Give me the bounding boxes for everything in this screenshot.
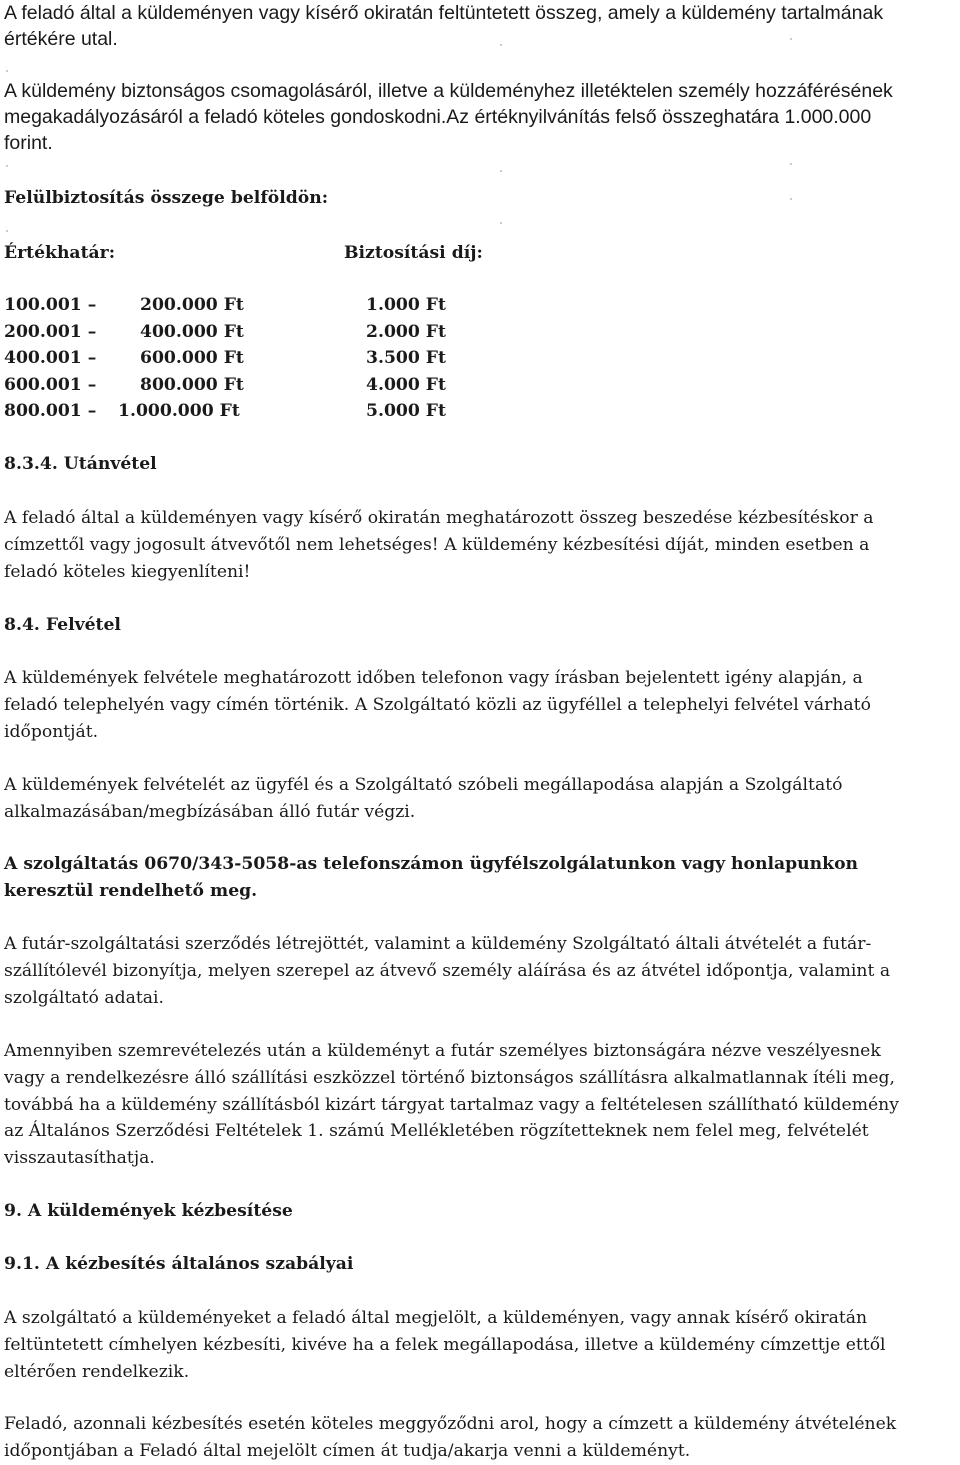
scan-speck	[6, 70, 8, 72]
col-header-insurance-fee: Biztosítási díj:	[344, 243, 483, 263]
table-row	[4, 345, 604, 372]
scan-speck	[500, 222, 502, 224]
fee: 3.500 Ft	[366, 348, 446, 368]
paragraph-cod: A feladó által a küldeményen vagy kísérő okiratán meghatározott összeg beszedése kézbesítéskor a címzettől vagy jogosult átvevőtől nem lehetséges! A küldemény kézbesítési díját, minden esetben a feladó köteles kiegyenlíteni!	[4, 508, 874, 582]
range-from: 200.001 –	[4, 321, 97, 342]
range-to: 600.000 Ft	[140, 348, 244, 368]
table-row	[4, 292, 604, 319]
paragraph-pickup-2: A küldemények felvételét az ügyfél és a Szolgáltató szóbeli megállapodása alapján a Szolgáltató alkalmazásában/megbízásában álló futár végzi.	[4, 775, 843, 822]
range-from: 100.001 –	[4, 295, 97, 315]
insurance-table	[4, 292, 604, 425]
scan-speck	[500, 44, 502, 46]
table-row	[4, 372, 604, 399]
fee: 2.000 Ft	[366, 321, 446, 342]
paragraph-declared-value: A feladó által a küldeményen vagy kísérő okiratán feltüntetett összeg, amely a küldemény tartalmának értékére utal.	[4, 2, 884, 50]
range-to: 1.000.000 Ft	[118, 401, 240, 421]
table-row	[4, 319, 604, 346]
range-to: 200.000 Ft	[140, 295, 244, 315]
table-title: Felülbiztosítás összege belföldön:	[4, 188, 329, 208]
paragraph-refusal: Amennyiben szemrevételezés után a küldeményt a futár személyes biztonságára nézve veszélyesnek vagy a rendelkezésre álló szállítási eszközzel történő biztonságos szállításra alkalmatlannak ítéli meg, továbbá ha a küldemény szállításból kizárt tárgyat tartalmaz vagy a feltételesen szállítható küldemény az Általános Szerződési Feltételek 1. számú Mellékletében rögzítetteknek nem felel meg, felvételét visszautasíthatja.	[4, 1041, 899, 1169]
range-from: 800.001 –	[4, 401, 97, 421]
scan-speck	[500, 170, 502, 172]
col-header-value-limit: Értékhatár:	[4, 243, 116, 263]
paragraph-delivery-1: A szolgáltató a küldeményeket a feladó által megjelölt, a küldeményen, vagy annak kísérő okiratán feltüntetett címhelyen kézbesíti, kivéve ha a felek megállapodása, illetve a küldemény címzettje ettől eltérően rendelkezik.	[4, 1308, 886, 1382]
table-row	[4, 398, 604, 425]
paragraph-packaging: A küldemény biztonságos csomagolásáról, illetve a küldeményhez illetéktelen személy hozzáférésének megakadályozásáról a feladó köteles gondoskodni.Az értéknyilvánítás felső összeghatára 1.000.000 forint.	[4, 80, 893, 154]
scan-speck	[790, 38, 792, 40]
scan-speck	[790, 163, 792, 165]
range-to: 800.000 Ft	[140, 374, 244, 395]
range-from: 600.001 –	[4, 374, 97, 395]
paragraph-contract: A futár-szolgáltatási szerződés létrejöttét, valamint a küldemény Szolgáltató általi átvételét a futár-szállítólevél bizonyítja, melyen szerepel az átvevő személy aláírása és az átvétel időpontja, valamint a szolgáltató adatai.	[4, 934, 891, 1008]
fee: 1.000 Ft	[366, 295, 446, 315]
range-to: 400.000 Ft	[140, 321, 244, 342]
heading-8-3-4: 8.3.4. Utánvétel	[4, 454, 157, 474]
heading-9: 9. A küldemények kézbesítése	[4, 1201, 293, 1221]
scan-speck	[790, 198, 792, 200]
scan-speck	[6, 165, 8, 167]
paragraph-pickup-1: A küldemények felvétele meghatározott időben telefonon vagy írásban bejelentett igény alapján, a feladó telephelyén vagy címén történik. A Szolgáltató közli az ügyféllel a telephelyi felvétel várható időpontját.	[4, 668, 871, 742]
insurance-table-header	[4, 240, 604, 267]
range-from: 400.001 –	[4, 348, 97, 368]
heading-8-4: 8.4. Felvétel	[4, 615, 121, 635]
fee: 4.000 Ft	[366, 374, 446, 395]
paragraph-order-phone: A szolgáltatás 0670/343-5058-as telefonszámon ügyfélszolgálatunkon vagy honlapunkon keresztül rendelhető meg.	[4, 854, 859, 901]
fee: 5.000 Ft	[366, 401, 446, 421]
heading-9-1: 9.1. A kézbesítés általános szabályai	[4, 1254, 354, 1274]
paragraph-delivery-2: Feladó, azonnali kézbesítés esetén köteles meggyőződni arol, hogy a címzett a küldemény átvételének időpontjában a Feladó által mejelölt címen át tudja/akarja venni a küldeményt.	[4, 1414, 897, 1461]
scan-speck	[6, 230, 8, 232]
